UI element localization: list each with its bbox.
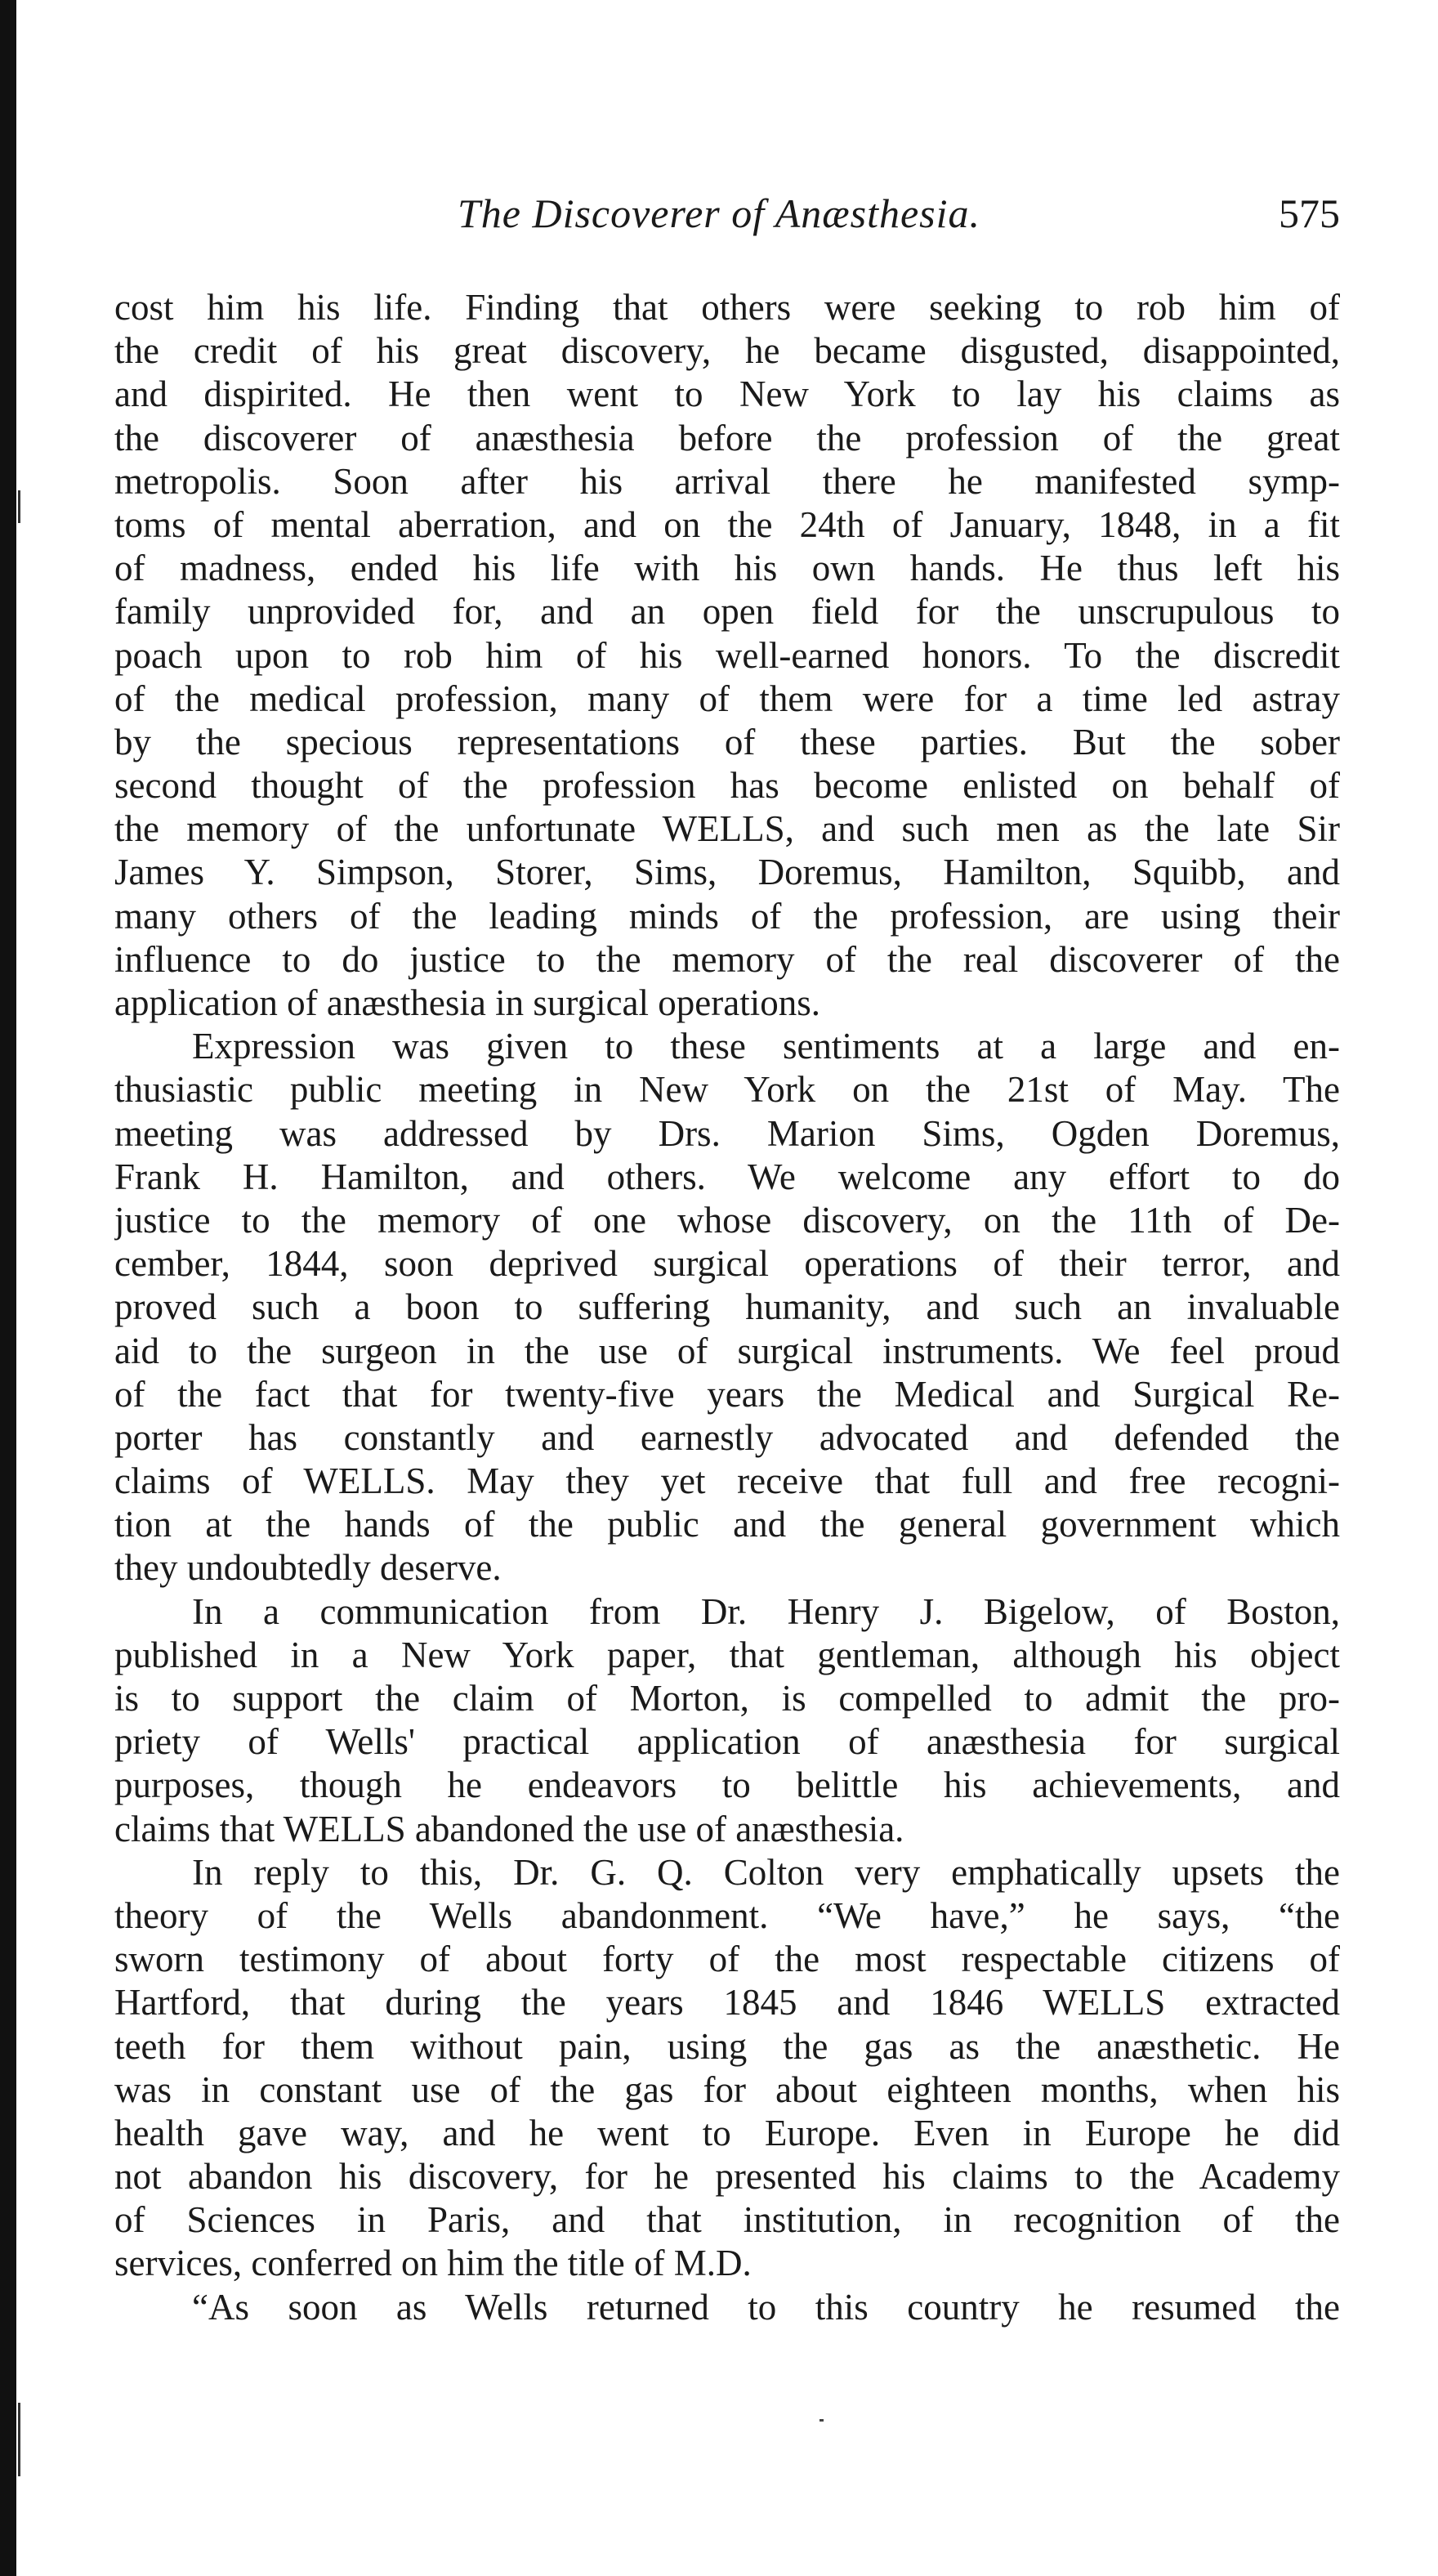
page-header: [114, 190, 1340, 247]
text-line: health gave way, and he went to Europe. Even in Europe he did: [114, 2112, 1340, 2153]
spine-edge-mark: [18, 2403, 20, 2476]
text-line: In reply to this, Dr. G. Q. Colton very emphatically upsets the: [192, 1851, 1340, 1893]
text-line: the credit of his great discovery, he became disgusted, disappointed,: [114, 330, 1340, 372]
text-line: services, conferred on him the title of M.D.: [114, 2243, 752, 2284]
text-line: is to support the claim of Morton, is compelled to admit the pro-: [114, 1678, 1340, 1719]
text-line: teeth for them without pain, using the gas as the anæsthetic. He: [114, 2025, 1340, 2067]
text-line: priety of Wells' practical application of anæsthesia for surgical: [114, 1721, 1340, 1763]
text-line: thusiastic public meeting in New York on the 21st of May. The: [114, 1069, 1340, 1111]
text-line: toms of mental aberration, and on the 24th of January, 1848, in a fit: [114, 503, 1340, 545]
text-line: Frank H. Hamilton, and others. We welcome any effort to do: [114, 1156, 1340, 1197]
text-line: of Sciences in Paris, and that institution, in recognition of the: [114, 2199, 1340, 2241]
text-line: metropolis. Soon after his arrival there he manifested symp-: [114, 460, 1340, 502]
text-line: aid to the surgeon in the use of surgical instruments. We feel proud: [114, 1330, 1340, 1371]
text-line: Expression was given to these sentiments at a large and en-: [192, 1026, 1340, 1067]
text-line: the discoverer of anæsthesia before the profession of the great: [114, 417, 1340, 458]
page-number: 575: [1279, 190, 1340, 236]
spine-edge-mark: [18, 490, 20, 523]
text-line: theory of the Wells abandonment. “We have,” he says, “the: [114, 1894, 1340, 1936]
text-line: poach upon to rob him of his well-earned honors. To the discredit: [114, 634, 1340, 676]
text-line: family unprovided for, and an open field for the unscrupulous to: [114, 591, 1340, 633]
text-line: many others of the leading minds of the profession, are using their: [114, 895, 1340, 937]
text-line: of the medical profession, many of them were for a time led astray: [114, 678, 1340, 719]
text-line: claims of WELLS. May they yet receive that full and free recogni-: [114, 1460, 1340, 1502]
text-line: justice to the memory of one whose discovery, on the 11th of De-: [114, 1199, 1340, 1241]
text-line: not abandon his discovery, for he presented his claims to the Academy: [114, 2156, 1340, 2198]
text-line: of madness, ended his life with his own hands. He thus left his: [114, 548, 1340, 589]
text-line: In a communication from Dr. Henry J. Bigelow, of Boston,: [192, 1590, 1340, 1632]
text-line: by the specious representations of these parties. But the sober: [114, 721, 1340, 763]
text-line: influence to do justice to the memory of the real discoverer of the: [114, 938, 1340, 980]
text-line: was in constant use of the gas for about eighteen months, when his: [114, 2068, 1340, 2110]
text-line: Hartford, that during the years 1845 and 1846 WELLS extracted: [114, 1982, 1340, 2024]
book-spine-shadow: [0, 0, 16, 2576]
text-line: “As soon as Wells returned to this country he resumed the: [192, 2286, 1340, 2328]
text-line: tion at the hands of the public and the general government which: [114, 1504, 1340, 1545]
text-line: porter has constantly and earnestly advocated and defended the: [114, 1416, 1340, 1458]
text-line: proved such a boon to suffering humanity, and such an invaluable: [114, 1286, 1340, 1328]
text-line: purposes, though he endeavors to belittle his achievements, and: [114, 1764, 1340, 1806]
text-line: second thought of the profession has become enlisted on behalf of: [114, 765, 1340, 807]
text-line: sworn testimony of about forty of the most respectable citizens of: [114, 1939, 1340, 1980]
body-text: [114, 286, 1340, 2329]
running-title: The Discoverer of Anæsthesia.: [457, 190, 981, 236]
text-line: James Y. Simpson, Storer, Sims, Doremus, Hamilton, Squibb, and: [114, 852, 1340, 893]
text-line: cost him his life. Finding that others were seeking to rob him of: [114, 287, 1340, 328]
text-line: and dispirited. He then went to New York to lay his claims as: [114, 373, 1340, 415]
text-line: the memory of the unfortunate WELLS, and such men as the late Sir: [114, 808, 1340, 850]
text-line: application of anæsthesia in surgical operations.: [114, 982, 820, 1023]
text-line: published in a New York paper, that gentleman, although his object: [114, 1634, 1340, 1675]
print-speck: [819, 2419, 824, 2422]
text-line: meeting was addressed by Drs. Marion Sims, Ogden Doremus,: [114, 1112, 1340, 1154]
text-line: claims that WELLS abandoned the use of anæsthesia.: [114, 1808, 904, 1849]
text-line: of the fact that for twenty-five years the Medical and Surgical Re-: [114, 1373, 1340, 1415]
text-line: they undoubtedly deserve.: [114, 1547, 502, 1589]
text-line: cember, 1844, soon deprived surgical operations of their terror, and: [114, 1243, 1340, 1285]
